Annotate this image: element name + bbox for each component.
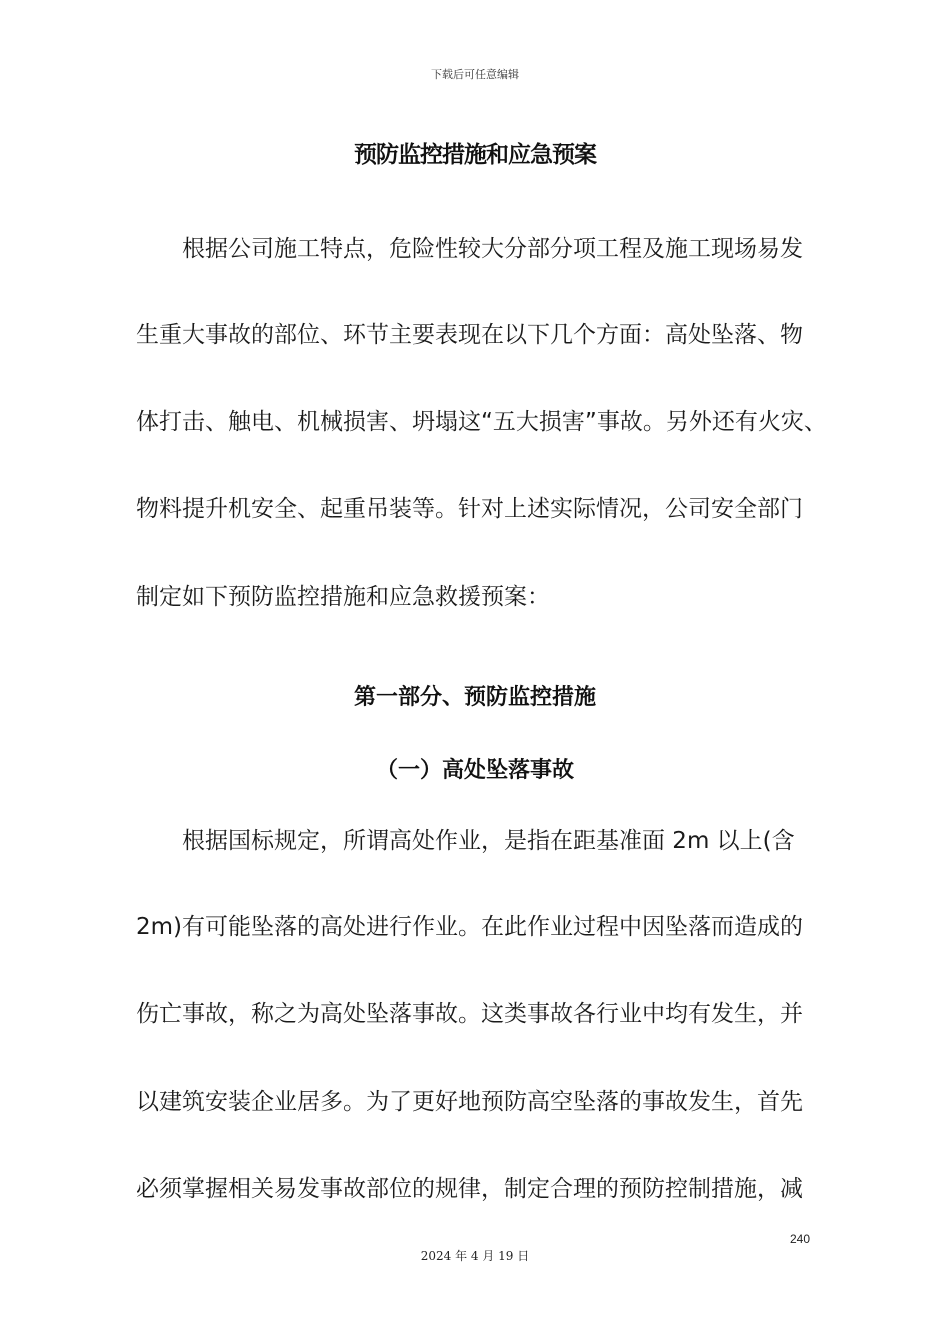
body-line: 必须掌握相关易发事故部位的规律，制定合理的预防控制措施，减: [136, 1176, 803, 1202]
body-line: 根据国标规定，所谓高处作业，是指在距基准面 2m 以上(含: [136, 828, 795, 854]
footer-date: 2024 年 4 月 19 日: [420, 1249, 530, 1263]
page-number: 240: [790, 1232, 811, 1246]
intro-line: 物料提升机安全、起重吊装等。针对上述实际情况，公司安全部门: [136, 496, 803, 522]
document-title: 预防监控措施和应急预案: [354, 142, 596, 168]
intro-line: 制定如下预防监控措施和应急救援预案：: [136, 584, 550, 610]
intro-line: 体打击、触电、机械损害、坍塌这“五大损害”事故。另外还有火灾、: [136, 409, 827, 435]
body-line: 以建筑安装企业居多。为了更好地预防高空坠落的事故发生，首先: [136, 1089, 803, 1115]
intro-line: 根据公司施工特点，危险性较大分部分项工程及施工现场易发: [136, 236, 803, 262]
intro-line: 生重大事故的部位、环节主要表现在以下几个方面：高处坠落、物: [136, 322, 803, 348]
header-note: 下载后可任意编辑: [431, 68, 519, 81]
part-heading: 第一部分、预防监控措施: [353, 685, 596, 710]
body-line: 2m)有可能坠落的高处进行作业。在此作业过程中因坠落而造成的: [136, 914, 804, 940]
body-line: 伤亡事故，称之为高处坠落事故。这类事故各行业中均有发生，并: [136, 1001, 803, 1027]
subsection-heading: （一）高处坠落事故: [375, 758, 574, 783]
